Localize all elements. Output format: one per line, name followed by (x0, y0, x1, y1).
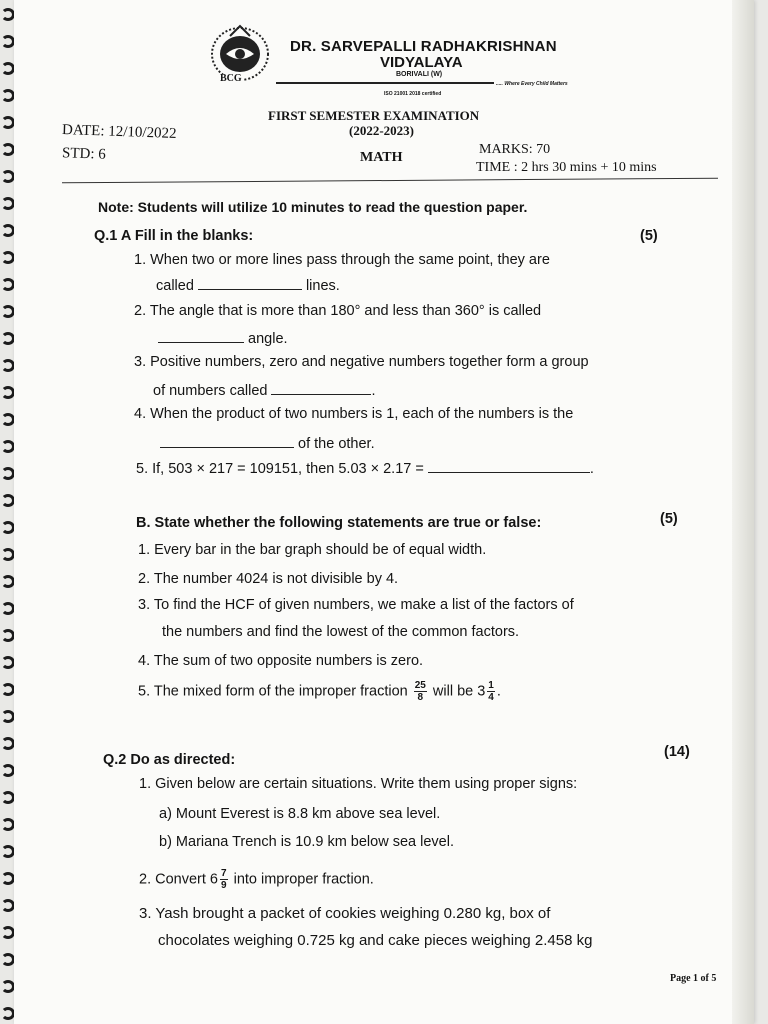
q1b-heading: B. State whether the following statements are true or false: (136, 515, 542, 531)
exam-time: TIME : 2 hrs 30 mins + 10 mins (476, 160, 657, 175)
exam-note: Note: Students will utilize 10 minutes to read the question paper. (98, 199, 528, 215)
q2-heading: Q.2 Do as directed: (103, 752, 236, 768)
q1a-item-1-line2: called lines. (156, 278, 340, 294)
answer-blank (198, 278, 302, 290)
answer-blank (158, 331, 244, 343)
binding-ring (1, 980, 15, 993)
exam-marks: MARKS: 70 (479, 142, 551, 157)
binding-ring (1, 683, 15, 696)
binding-ring (1, 332, 15, 345)
q1b-item-4: 4. The sum of two opposite numbers is zero. (138, 653, 424, 669)
school-name-line2: VIDYALAYA (380, 54, 463, 71)
binding-ring (1, 818, 15, 831)
header-divider (62, 178, 718, 184)
fraction: $\frac{25}{8}$ (414, 680, 426, 703)
exam-date: DATE: 12/10/2022 (61, 122, 177, 142)
binding-ring (1, 413, 15, 426)
binding-ring (1, 656, 15, 669)
q1b-item-2: 2. The number 4024 is not divisible by 4. (138, 571, 399, 587)
logo-text: BCG (220, 73, 242, 84)
q1a-item-4: 4. When the product of two numbers is 1, each of the numbers is the (134, 406, 574, 422)
school-name: DR. SARVEPALLI RADHAKRISHNAN (290, 38, 557, 55)
binding-ring (1, 89, 15, 102)
q1b-item-3-line2: the numbers and find the lowest of the common factors. (162, 624, 520, 640)
binding-ring (1, 791, 15, 804)
binding-ring (1, 8, 15, 21)
q1b-item-3: 3. To find the HCF of given numbers, we make a list of the factors of (138, 597, 574, 613)
answer-blank (160, 436, 294, 448)
q2-item-1b: b) Mariana Trench is 10.9 km below sea level. (159, 834, 454, 850)
page-number: Page 1 of 5 (670, 973, 717, 984)
q1b-marks: (5) (660, 511, 678, 527)
binding-ring (1, 62, 15, 75)
binding-ring (1, 1007, 15, 1020)
binding-ring (1, 116, 15, 129)
answer-blank (428, 461, 590, 473)
exam-subject: MATH (360, 150, 403, 165)
q2-item-2: 2. Convert 6 $\frac{7}{9}$ into improper fraction. (139, 868, 374, 891)
q1a-item-3-line2: of numbers called . (153, 383, 376, 399)
binding-ring (1, 143, 15, 156)
page-edge-shadow (732, 0, 754, 1024)
binding-ring (1, 305, 15, 318)
binding-ring (1, 467, 15, 480)
exam-std: STD: 6 (61, 145, 107, 163)
q2-item-3-line2: chocolates weighing 0.725 kg and cake pieces weighing 2.458 kg (158, 932, 593, 949)
binding-ring (1, 926, 15, 939)
binding-ring (1, 953, 15, 966)
q1a-item-3: 3. Positive numbers, zero and negative numbers together form a group (134, 354, 589, 370)
q1a-item-2-line2: angle. (158, 331, 288, 347)
q1a-item-1: 1. When two or more lines pass through the same point, they are (134, 252, 550, 268)
binding-ring (1, 278, 15, 291)
q1b-item-5: 5. The mixed form of the improper fraction $\frac{25}{8}$ will be 3 $\frac{1}{4}$ . (138, 680, 501, 703)
binding-ring (1, 602, 15, 615)
answer-blank (271, 383, 371, 395)
binding-ring (1, 737, 15, 750)
q1b-item-1: 1. Every bar in the bar graph should be of equal width. (138, 542, 487, 558)
binding-ring (1, 359, 15, 372)
binding-ring (1, 251, 15, 264)
q1a-item-4-line2: of the other. (160, 436, 375, 452)
q1a-heading: Q.1 A Fill in the blanks: (94, 228, 254, 244)
q2-item-1a: a) Mount Everest is 8.8 km above sea level. (159, 806, 441, 822)
q1a-item-5: 5. If, 503 × 217 = 109151, then 5.03 × 2.17 = . (136, 461, 594, 477)
binding-ring (1, 575, 15, 588)
binding-ring (1, 548, 15, 561)
q1a-item-2: 2. The angle that is more than 180° and less than 360° is called (134, 303, 542, 319)
q2-item-1: 1. Given below are certain situations. Write them using proper signs: (139, 776, 578, 792)
fraction: $\frac{7}{9}$ (221, 868, 227, 891)
binding-ring (1, 440, 15, 453)
q2-item-3: 3. Yash brought a packet of cookies weighing 0.280 kg, box of (139, 905, 551, 922)
exam-page (14, 0, 754, 1024)
exam-title: FIRST SEMESTER EXAMINATION (268, 108, 480, 123)
iso-certification: ISO 21001 2018 certified (384, 91, 442, 97)
school-motto: ..... Where Every Child Matters (496, 81, 568, 87)
binding-ring (1, 629, 15, 642)
binding-ring (1, 35, 15, 48)
exam-year: (2022-2023) (349, 123, 414, 138)
binding-ring (1, 764, 15, 777)
binding-ring (1, 386, 15, 399)
binding-ring (1, 872, 15, 885)
binding-ring (1, 845, 15, 858)
binding-ring (1, 710, 15, 723)
q2-marks: (14) (664, 744, 690, 760)
school-address: BORIVALI (W) (396, 71, 443, 78)
header-rule (276, 82, 494, 84)
binding-ring (1, 170, 15, 183)
binding-ring (1, 521, 15, 534)
binding-ring (1, 494, 15, 507)
fraction: $\frac{1}{4}$ (488, 680, 494, 703)
binding-ring (1, 197, 15, 210)
binding-ring (1, 899, 15, 912)
q1a-marks: (5) (640, 228, 658, 244)
binding-ring (1, 224, 15, 237)
